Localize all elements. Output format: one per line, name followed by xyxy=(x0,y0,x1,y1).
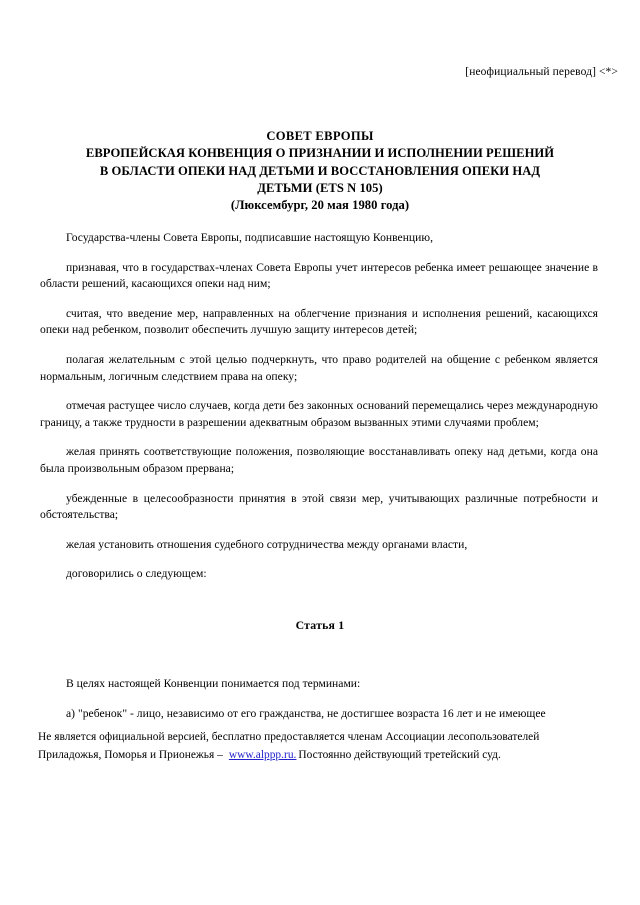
preamble-paragraph: желая принять соответствующие положения, позволяющие восстанавливать опеку над детьми, когда она была произвольным образом прервана; xyxy=(40,445,598,475)
preamble-closing: договорились о следующем: xyxy=(66,567,207,581)
preamble-paragraph: убежденные в целесообразности принятия в этой связи мер, учитывающих различные потребности и обстоятельства; xyxy=(40,491,598,522)
footer-text-after-link: Постоянно действующий третейский суд. xyxy=(298,748,501,761)
article-paragraph: В целях настоящей Конвенции понимается под терминами: xyxy=(66,677,361,690)
footer-text-before-link: Приладожья, Поморья и Прионежья – xyxy=(38,748,223,761)
alppp-website-link[interactable]: www.alppp.ru. xyxy=(228,748,297,761)
title-place-date: (Люксембург, 20 мая 1980 года) xyxy=(230,198,410,213)
preamble-block xyxy=(40,230,598,596)
preamble-paragraph: признавая, что в государствах-членах Совета Европы учет интересов ребенка имеет решающее значение в области решений, касающихся опеки над ним; xyxy=(40,260,598,291)
title-line-2: В ОБЛАСТИ ОПЕКИ НАД ДЕТЬМИ И ВОССТАНОВЛЕНИЯ ОПЕКИ НАД xyxy=(99,163,541,178)
translation-note: [неофициальный перевод] <*> xyxy=(465,66,618,78)
preamble-paragraph: отмечая растущее число случаев, когда дети без законных оснований перемещались через международную границу, а также трудности в разрешении адекватным образом вызванных этими случаями проблем; xyxy=(40,399,598,429)
article-heading: Статья 1 xyxy=(295,618,345,632)
preamble-paragraph: Государства-члены Совета Европы, подписавшие настоящую Конвенцию, xyxy=(66,231,433,244)
title-line-3: ДЕТЬМИ (ETS N 105) xyxy=(257,180,383,195)
footer-line-2 xyxy=(38,747,608,765)
article-paragraph: а) "ребенок" - лицо, независимо от его гражданства, не достигшее возраста 16 лет и не имеющее xyxy=(66,706,546,720)
article-body xyxy=(40,676,602,722)
document-title-block xyxy=(36,128,604,214)
footer-line-1: Не является официальной версией, бесплатно предоставляется членам Ассоциации лесопользователей xyxy=(38,731,540,743)
preamble-paragraph: считая, что введение мер, направленных на облегчение признания и исполнения решений, касающихся опеки над ребенком, позволит обеспечить лучшую защиту интересов детей; xyxy=(40,306,598,337)
title-line-1: ЕВРОПЕЙСКАЯ КОНВЕНЦИЯ О ПРИЗНАНИИ И ИСПОЛНЕНИИ РЕШЕНИЙ xyxy=(85,146,555,161)
footer-disclaimer xyxy=(38,729,608,764)
title-organization: СОВЕТ ЕВРОПЫ xyxy=(266,129,374,143)
preamble-paragraph: полагая желательным с этой целью подчеркнуть, что право родителей на общение с ребенком является нормальным, логичным следствием права на опеку; xyxy=(40,352,598,383)
preamble-paragraph: желая установить отношения судебного сотрудничества между органами власти, xyxy=(66,537,468,551)
